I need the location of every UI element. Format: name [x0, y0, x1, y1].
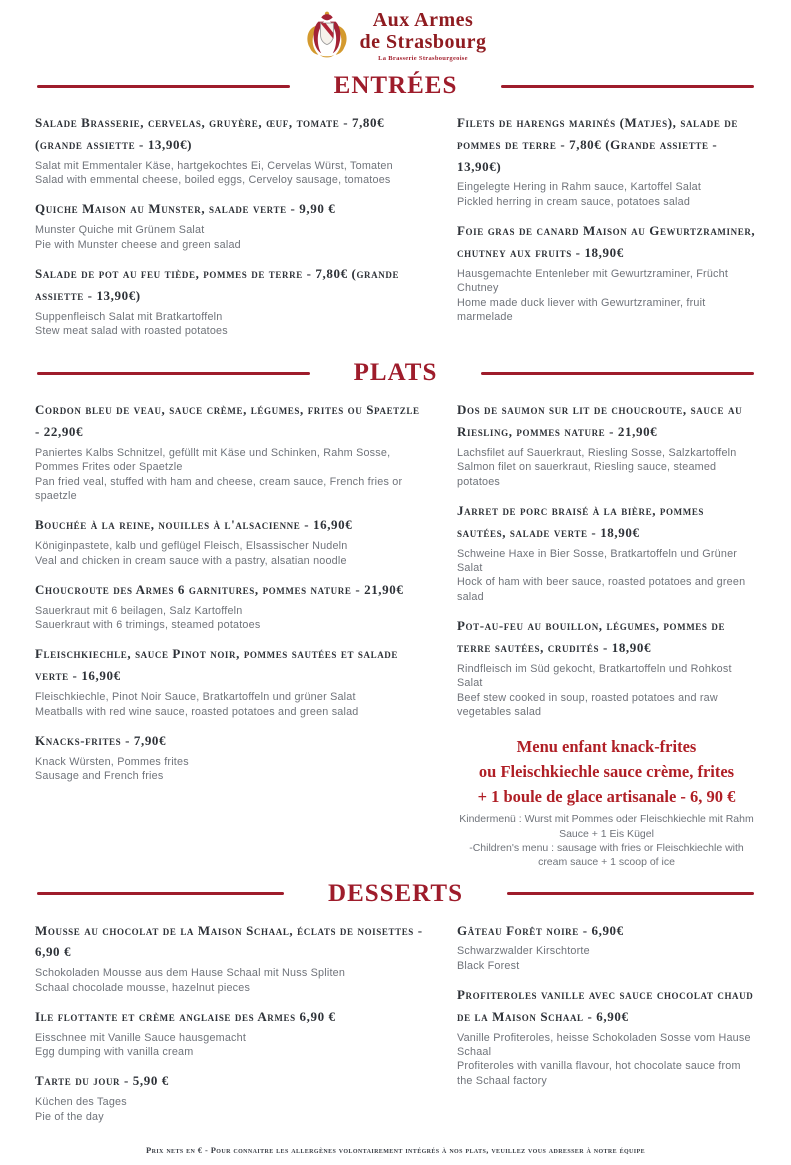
- menu-item-desc-de: Sauerkraut mit 6 beilagen, Salz Kartoffeln: [35, 604, 243, 617]
- menu-item-descriptions: [35, 159, 423, 188]
- menu-item: [35, 399, 423, 503]
- menu-item: [35, 263, 423, 338]
- menu-item-title: Gâteau Forêt noire - 6,90€: [457, 922, 624, 938]
- divider-line: [37, 85, 290, 88]
- restaurant-name-line2: de Strasbourg: [359, 30, 487, 53]
- menu-item-desc-de: Küchen des Tages: [35, 1096, 127, 1109]
- menu-item: [35, 579, 423, 633]
- menu-item-descriptions: [35, 310, 423, 339]
- menu-item: [35, 1070, 423, 1124]
- menu-item-desc-de: Schwarzwalder Kirschtorte: [457, 945, 590, 958]
- plats-left-column: [35, 399, 423, 794]
- menu-item-descriptions: [35, 1031, 423, 1060]
- kids-menu-line3: + 1 boule de glace artisanale - 6, 90 €: [477, 786, 736, 806]
- menu-item-descriptions: [35, 1095, 423, 1124]
- menu-item-desc-en: Beef stew cooked in soup, roasted potatoes and raw vegetables salad: [457, 691, 718, 718]
- menu-item-title: Salade Brasserie, cervelas, gruyère, œuf, tomate - 7,80€ (grande assiette - 13,90€): [35, 115, 385, 152]
- kids-menu-desc-de: Kindermenü : Wurst mit Pommes oder Fleischkiechle mit Rahm Sauce + 1 Eis Kügel: [459, 813, 754, 840]
- menu-item: [457, 615, 756, 719]
- menu-item-title: Jarret de porc braisé à la bière, pommes sautées, salade verte - 18,90€: [457, 503, 705, 540]
- menu-item-descriptions: [35, 223, 423, 252]
- menu-item-title: Profiteroles vanille avec sauce chocolat chaud de la Maison Schaal - 6,90€: [457, 987, 754, 1024]
- menu-item-title: Cordon bleu de veau, sauce crème, légumes, frites ou Spaetzle - 22,90€: [35, 402, 420, 440]
- menu-item-title: Salade de pot au feu tiède, pommes de terre - 7,80€ (grande assiette - 13,90€): [35, 265, 400, 303]
- section-title-entrees: ENTRÉES: [333, 72, 458, 99]
- menu-item-desc-de: Fleischkiechle, Pinot Noir Sauce, Bratkartoffeln und grüner Salat: [35, 691, 356, 704]
- desserts-right-column: [457, 920, 756, 1100]
- menu-item-title: Dos de saumon sur lit de choucroute, sauce au Riesling, pommes nature - 21,90€: [457, 402, 743, 440]
- menu-item-descriptions: [35, 755, 423, 784]
- menu-item-desc-de: Suppenfleisch Salat mit Bratkartoffeln: [35, 310, 223, 323]
- menu-item: [35, 514, 423, 568]
- menu-item-title: Choucroute des Armes 6 garnitures, pommes nature - 21,90€: [35, 581, 404, 597]
- kids-menu-descriptions: [457, 812, 756, 869]
- desserts-columns: [35, 920, 756, 1135]
- menu-item-desc-en: Meatballs with red wine sauce, roasted potatoes and green salad: [35, 705, 359, 718]
- menu-item-descriptions: [35, 446, 423, 503]
- menu-item-title: Filets de harengs marinés (Matjes), salade de pommes de terre - 7,80€ (Grande assiette - 13,90€): [457, 115, 739, 174]
- divider-line: [481, 372, 754, 375]
- kids-menu-block: [457, 735, 756, 869]
- restaurant-name-line1: Aux Armes: [372, 9, 474, 32]
- menu-item-desc-de: Lachsfilet auf Sauerkraut, Riesling Sosse, Salzkartoffeln: [457, 446, 737, 459]
- section-heading-desserts: [37, 880, 754, 908]
- menu-item-title: Mousse au chocolat de la Maison Schaal, éclats de noisettes - 6,90 €: [35, 922, 423, 960]
- menu-item-descriptions: [35, 966, 423, 995]
- menu-item-desc-en: Pickled herring in cream sauce, potatoes salad: [457, 195, 691, 208]
- menu-item-desc-de: Schweine Haxe in Bier Sosse, Bratkartoffeln und Grüner Salat: [457, 547, 738, 575]
- plats-right-column: [457, 399, 756, 869]
- menu-item: [457, 984, 756, 1088]
- menu-item-desc-de: Rindfleisch im Süd gekocht, Bratkartoffeln und Rohkost Salat: [457, 662, 732, 690]
- desserts-left-column: [35, 920, 423, 1135]
- menu-item: [35, 198, 423, 252]
- section-heading-entrees: [37, 72, 754, 100]
- menu-item-desc-de: Königinpastete, kalb und geflügel Fleisch, Elsassischer Nudeln: [35, 540, 348, 553]
- menu-item: [457, 399, 756, 489]
- menu-item: [35, 112, 423, 187]
- menu-item-desc-en: Sausage and French fries: [35, 770, 164, 783]
- menu-item-desc-en: Hock of ham with beer sauce, roasted potatoes and green salad: [457, 576, 746, 603]
- menu-item-desc-en: Sauerkraut with 6 trimings, steamed potatoes: [35, 619, 261, 632]
- menu-item-descriptions: [457, 547, 756, 604]
- menu-item: [35, 1006, 423, 1060]
- divider-line: [501, 85, 754, 88]
- menu-item: [35, 643, 423, 718]
- menu-item: [35, 920, 423, 995]
- menu-item-desc-en: Stew meat salad with roasted potatoes: [35, 324, 228, 337]
- menu-item-desc-en: Schaal chocolade mousse, hazelnut pieces: [35, 981, 251, 994]
- menu-item-title: Pot-au-feu au bouillon, légumes, pommes de terre sautées, crudités - 18,90€: [457, 618, 726, 655]
- kids-menu-line2: ou Fleischkiechle sauce crème, frites: [478, 761, 735, 781]
- entrees-left-column: [35, 112, 423, 349]
- divider-line: [507, 892, 754, 895]
- menu-item-desc-de: Eisschnee mit Vanille Sauce hausgemacht: [35, 1031, 247, 1044]
- menu-item-title: Fleischkiechle, sauce Pinot noir, pommes sautées et salade verte - 16,90€: [35, 646, 399, 684]
- menu-item-desc-en: Egg dumping with vanilla cream: [35, 1046, 194, 1059]
- menu-item-desc-de: Munster Quiche mit Grünem Salat: [35, 224, 205, 237]
- menu-item: [457, 220, 756, 324]
- entrees-columns: [35, 112, 756, 349]
- menu-item-desc-de: Eingelegte Hering in Rahm sauce, Kartoffel Salat: [457, 181, 702, 194]
- menu-item-title: Ile flottante et crème anglaise des Armes 6,90 €: [35, 1008, 336, 1024]
- section-title-plats: PLATS: [353, 359, 438, 387]
- section-title-desserts: DESSERTS: [328, 879, 463, 907]
- kids-menu-line1: Menu enfant knack-frites: [516, 737, 697, 757]
- menu-item-descriptions: [457, 1031, 756, 1088]
- menu-item: [457, 500, 756, 604]
- menu-item-desc-en: Profiteroles with vanilla flavour, hot chocolate sauce from the Schaal factory: [457, 1060, 741, 1087]
- menu-item-desc-en: Pan fried veal, stuffed with ham and cheese, cream sauce, French fries or spaetzle: [35, 475, 403, 503]
- kids-menu-desc-en: -Children's menu : sausage with fries or Fleischkiechle with cream sauce + 1 scoop of ice: [469, 842, 744, 869]
- coat-of-arms-icon: [304, 10, 350, 62]
- menu-item-descriptions: [35, 539, 423, 568]
- menu-item-title: Foie gras de canard Maison au Gewurtzraminer, chutney aux fruits - 18,90€: [457, 223, 756, 261]
- menu-item-descriptions: [35, 690, 423, 719]
- menu-item-descriptions: [457, 944, 756, 973]
- menu-item: [457, 112, 756, 209]
- restaurant-tagline: La Brasserie Strasbourgeoise: [378, 54, 468, 62]
- menu-item-title: Quiche Maison au Munster, salade verte - 9,90 €: [35, 201, 336, 217]
- menu-item-desc-de: Schokoladen Mousse aus dem Hause Schaal mit Nuss Spliten: [35, 967, 346, 980]
- footer-note: Prix nets en € - Pour connaitre les allergènes volontairement intégrés à nos plats, veuillez vous adresser à notre équipe: [146, 1145, 645, 1155]
- entrees-right-column: [457, 112, 756, 335]
- menu-item-desc-en: Salad with emmental cheese, boiled eggs, Cerveloy sausage, tomatoes: [35, 174, 391, 187]
- menu-item-title: Bouchée à la reine, nouilles à l'alsacienne - 16,90€: [35, 517, 353, 533]
- menu-item-title: Knacks-frites - 7,90€: [35, 732, 167, 748]
- menu-item: [35, 730, 423, 784]
- menu-item-desc-de: Vanille Profiteroles, heisse Schokoladen Sosse vom Hause Schaal: [457, 1031, 751, 1059]
- menu-item-desc-de: Paniertes Kalbs Schnitzel, gefüllt mit Käse und Schinken, Rahm Sosse, Pommes Frites oder Spaetzle: [35, 446, 391, 474]
- divider-line: [37, 892, 284, 895]
- menu-item-desc-de: Salat mit Emmentaler Käse, hartgekochtes Ei, Cervelas Würst, Tomaten: [35, 159, 393, 172]
- menu-item-desc-en: Black Forest: [457, 959, 520, 972]
- brand-block: [359, 10, 486, 62]
- menu-item-descriptions: [457, 662, 756, 719]
- menu-item: [457, 920, 756, 974]
- menu-item-desc-de: Hausgemachte Entenleber mit Gewurtzraminer, Frücht Chutney: [457, 267, 729, 295]
- menu-item-descriptions: [457, 267, 756, 324]
- menu-item-descriptions: [35, 604, 423, 633]
- menu-item-desc-en: Veal and chicken in cream sauce with a pastry, alsatian noodle: [35, 554, 347, 567]
- section-heading-plats: [37, 359, 754, 387]
- menu-item-desc-en: Pie of the day: [35, 1110, 104, 1123]
- menu-item-descriptions: [457, 180, 756, 209]
- menu-item-desc-en: Home made duck liever with Gewurtzraminer, fruit marmelade: [457, 296, 706, 323]
- menu-item-desc-en: Salmon filet on sauerkraut, Riesling sauce, steamed potatoes: [457, 461, 717, 488]
- restaurant-header: [35, 8, 756, 62]
- divider-line: [37, 372, 310, 375]
- menu-item-descriptions: [457, 446, 756, 489]
- menu-item-title: Tarte du jour - 5,90 €: [35, 1073, 169, 1089]
- plats-columns: [35, 399, 756, 869]
- menu-item-desc-en: Pie with Munster cheese and green salad: [35, 238, 241, 251]
- menu-item-desc-de: Knack Würsten, Pommes frites: [35, 755, 189, 768]
